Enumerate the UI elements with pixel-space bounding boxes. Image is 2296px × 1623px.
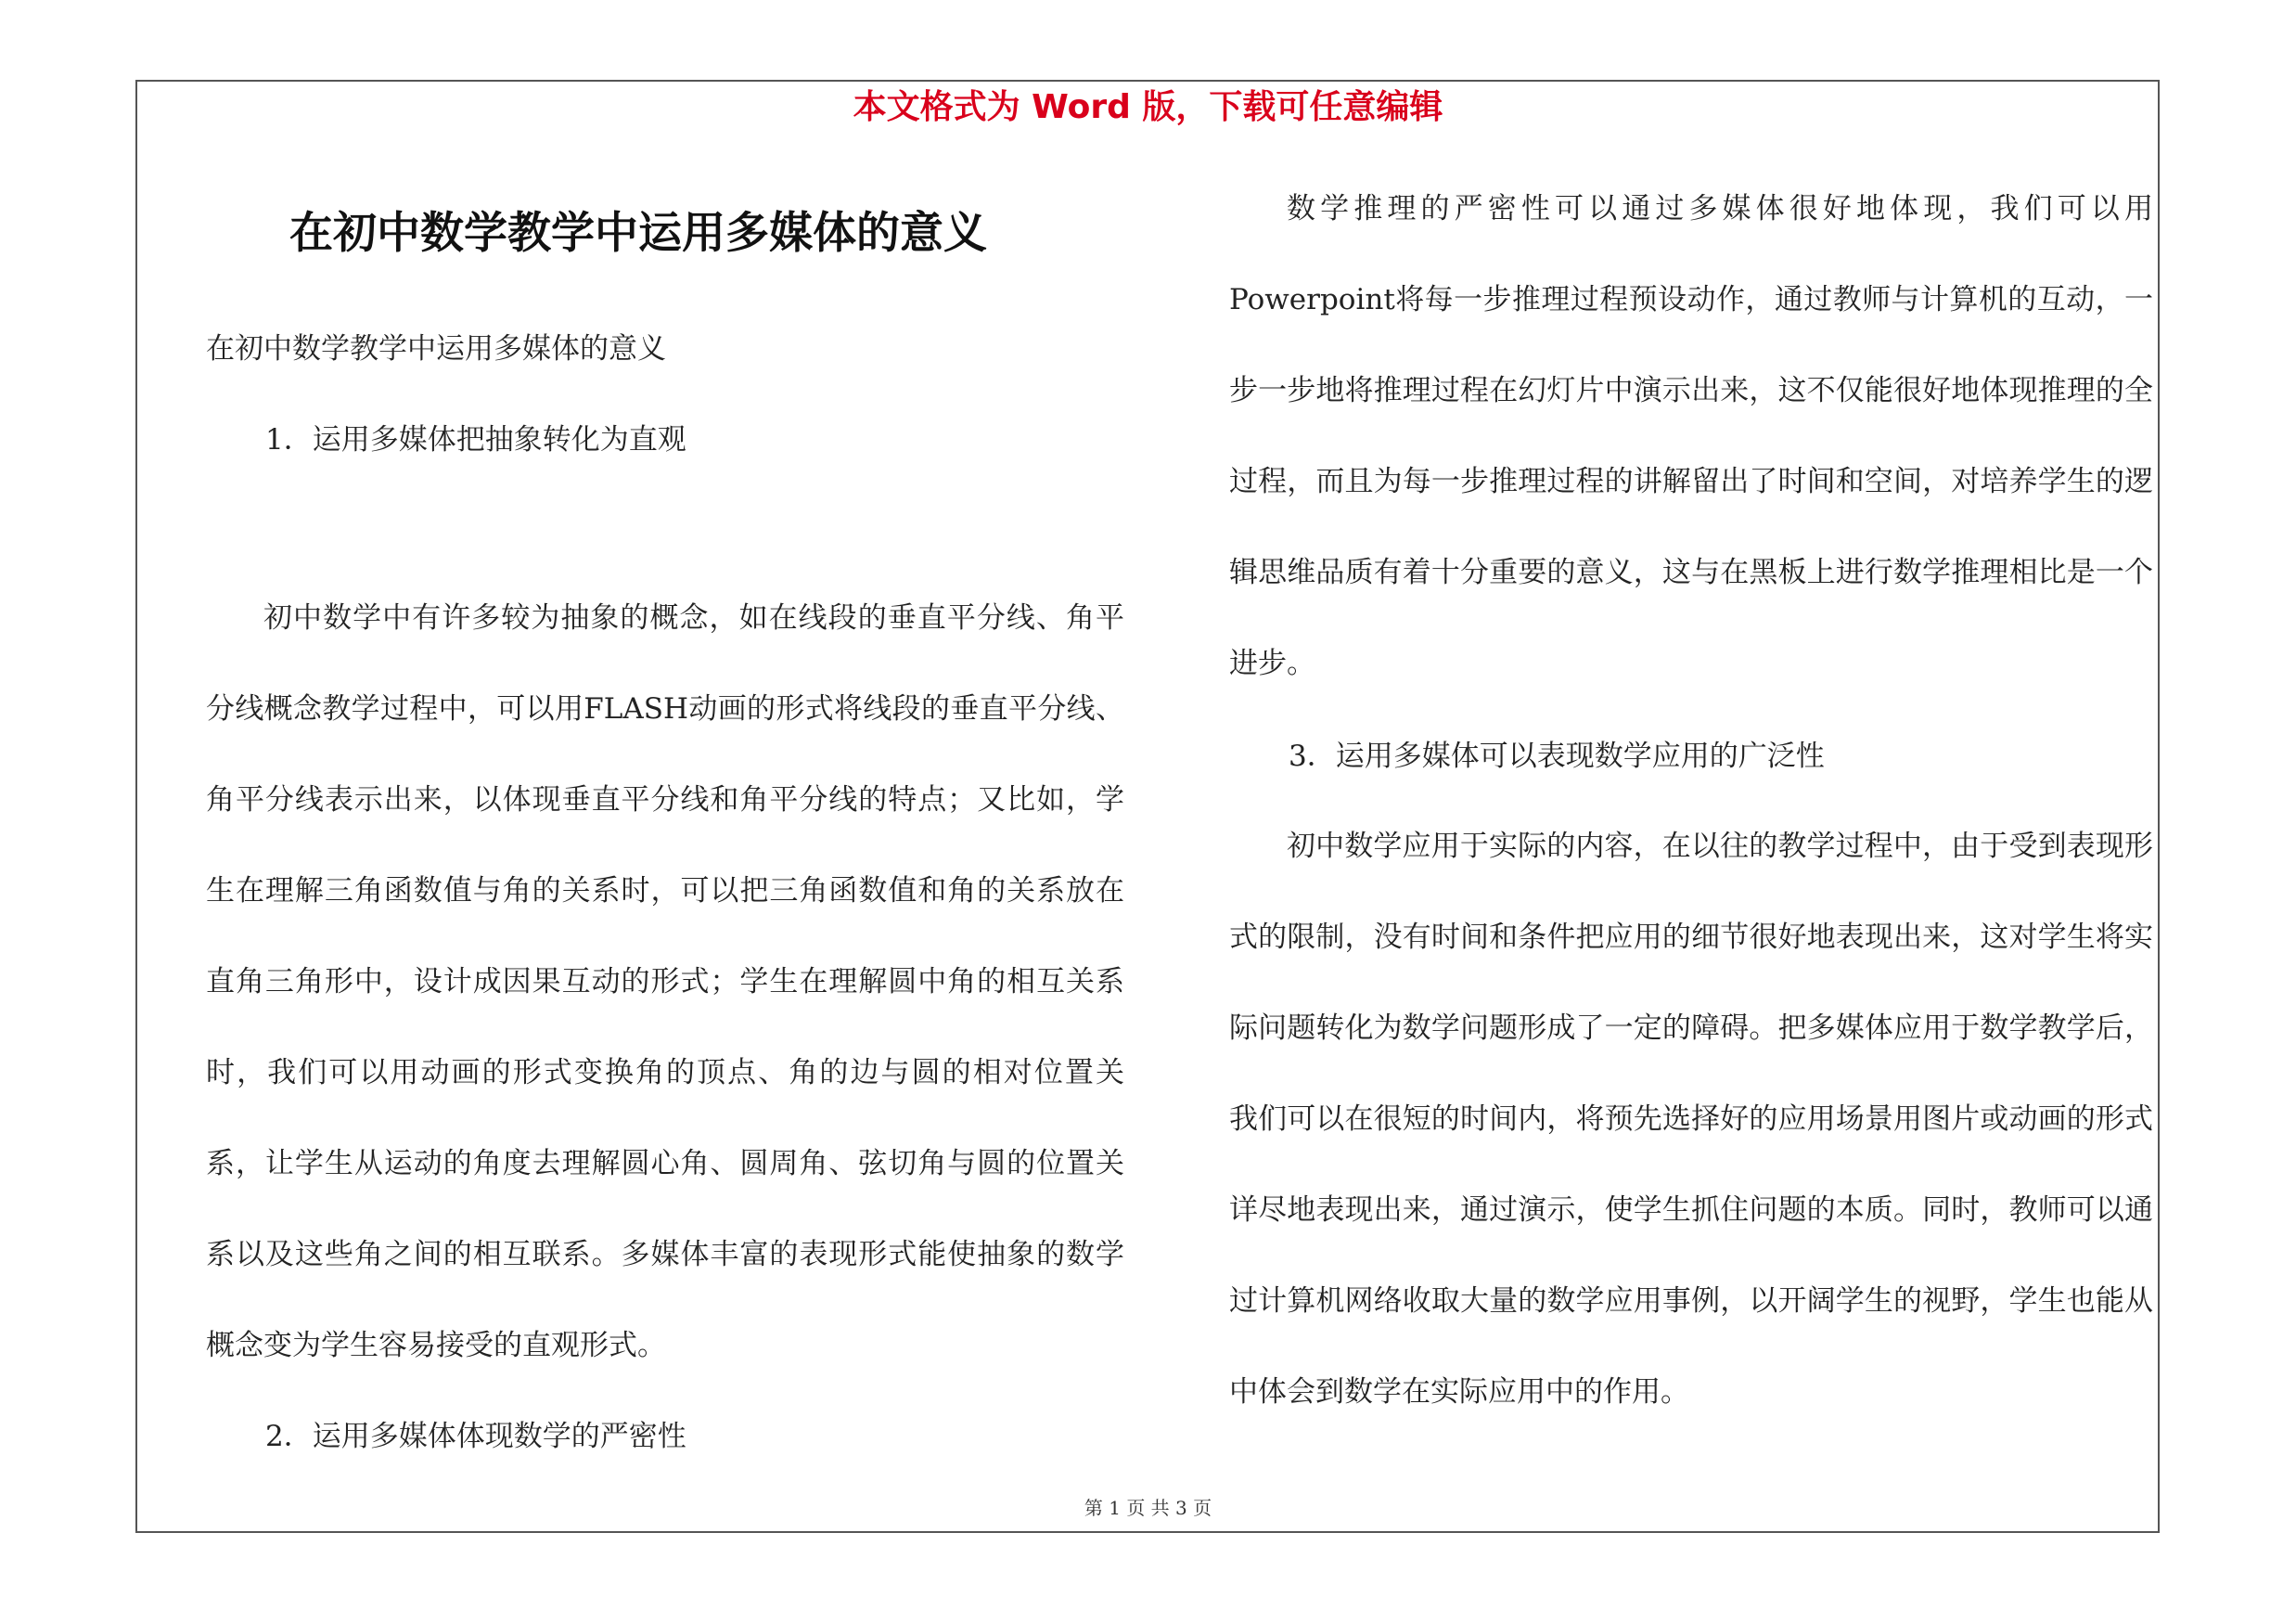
- section-paragraph-2: 数学推理的严密性可以通过多媒体很好地体现，我们可以用Powerpoint将每一步推理过程预设动作，通过教师与计算机的互动，一步一步地将推理过程在幻灯片中演示出来，这不仅能很好地体现推理的全过程，而且为每一步推理过程的讲解留出了时间和空间，对培养学生的逻辑思维品质有着十分重要的意义，这与在黑板上进行数学推理相比是一个进步。: [1229, 192, 2153, 680]
- page-number: 第 1 页 共 3 页: [1084, 1497, 1212, 1519]
- document-title: 在初中数学教学中运用多媒体的意义: [289, 208, 987, 259]
- section-heading-2: 2．运用多媒体体现数学的严密性: [265, 1420, 686, 1453]
- section-heading-1: 1．运用多媒体把抽象转化为直观: [265, 423, 686, 457]
- document-subtitle: 在初中数学教学中运用多媒体的意义: [206, 332, 666, 366]
- format-banner: 本文格式为 Word 版，下载可任意编辑: [853, 88, 1443, 126]
- section-paragraph-1: 初中数学中有许多较为抽象的概念，如在线段的垂直平分线、角平分线概念教学过程中，可以用FLASH动画的形式将线段的垂直平分线、角平分线表示出来，以体现垂直平分线和角平分线的特点；又比如，学生在理解三角函数值与角的关系时，可以把三角函数值和角的关系放在直角三角形中，设计成因果互动的形式；学生在理解圆中角的相互关系时，我们可以用动画的形式变换角的顶点、角的边与圆的相对位置关系，让学生从运动的角度去理解圆心角、圆周角、弦切角与圆的位置关系以及这些角之间的相互联系。多媒体丰富的表现形式能使抽象的数学概念变为学生容易接受的直观形式。: [206, 601, 1124, 1362]
- section-paragraph-3: 初中数学应用于实际的内容，在以往的教学过程中，由于受到表现形式的限制，没有时间和条件把应用的细节很好地表现出来，这对学生将实际问题转化为数学问题形成了一定的障碍。把多媒体应用于数学教学后，我们可以在很短的时间内，将预先选择好的应用场景用图片或动画的形式详尽地表现出来，通过演示，使学生抓住问题的本质。同时，教师可以通过计算机网络收取大量的数学应用事例，以开阔学生的视野，学生也能从中体会到数学在实际应用中的作用。: [1229, 830, 2153, 1409]
- section-heading-3: 3．运用多媒体可以表现数学应用的广泛性: [1289, 740, 1825, 773]
